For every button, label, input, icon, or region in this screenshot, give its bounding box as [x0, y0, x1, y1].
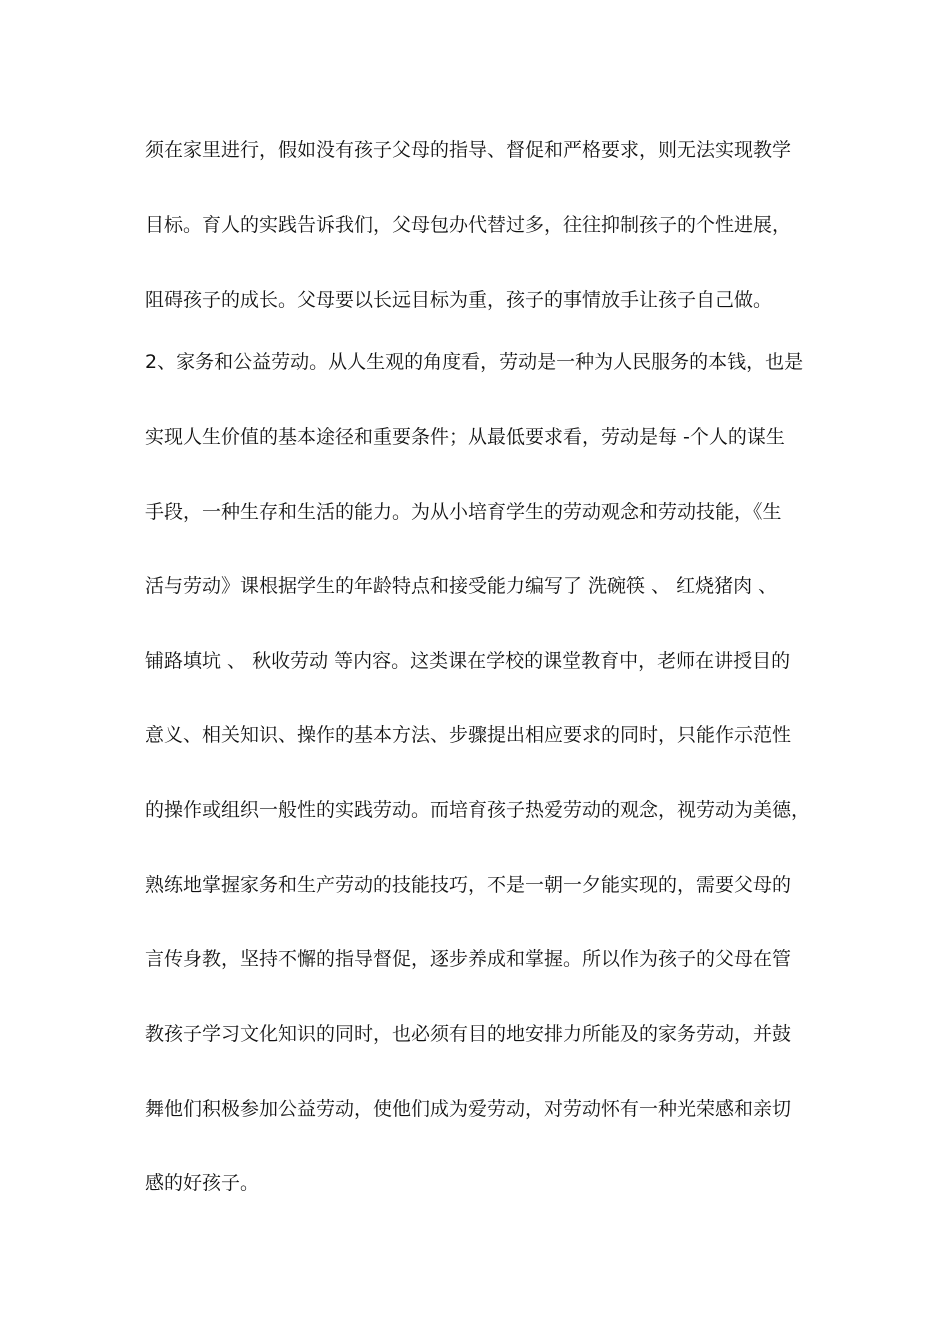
text-line: 的操作或组织一般性的实践劳动。而培育孩子热爱劳动的观念，视劳动为美德， — [145, 799, 811, 821]
text-line: 手段，一种生存和生活的能力。为从小培育学生的劳动观念和劳动技能，《生 — [145, 501, 782, 523]
text-line: 教孩子学习文化知识的同时，也必须有目的地安排力所能及的家务劳动，并鼓 — [145, 1023, 792, 1045]
text-line: 意义、相关知识、操作的基本方法、步骤提出相应要求的同时，只能作示范性 — [145, 724, 792, 746]
text-line: 铺路填坑 、 秋收劳动 等内容。这类课在学校的课堂教育中，老师在讲授目的 — [145, 650, 791, 672]
text-line: 实现人生价值的基本途径和重要条件；从最低要求看，劳动是每 -个人的谋生 — [145, 426, 785, 448]
text-line: 须在家里进行，假如没有孩子父母的指导、督促和严格要求，则无法实现教学 — [145, 139, 792, 161]
text-line: 阻碍孩子的成长。父母要以长远目标为重，孩子的事情放手让孩子自己做。 — [145, 289, 773, 311]
text-line: 舞他们积极参加公益劳动，使他们成为爱劳动，对劳动怀有一种光荣感和亲切 — [145, 1098, 792, 1120]
text-line: 言传身教，坚持不懈的指导督促，逐步养成和掌握。所以作为孩子的父母在管 — [145, 948, 792, 970]
text-line: 目标。育人的实践告诉我们，父母包办代替过多，往往抑制孩子的个性进展， — [145, 214, 792, 236]
text-line: 活与劳动》课根据学生的年龄特点和接受能力编写了 洗碗筷 、 红烧猪肉 、 — [145, 575, 778, 597]
text-line: 感的好孩子。 — [145, 1172, 260, 1194]
text-line: 熟练地掌握家务和生产劳动的技能技巧，不是一朝一夕能实现的，需要父母的 — [145, 874, 792, 896]
text-line: 2、家务和公益劳动。从人生观的角度看，劳动是一种为人民服务的本钱，也是 — [145, 351, 804, 373]
